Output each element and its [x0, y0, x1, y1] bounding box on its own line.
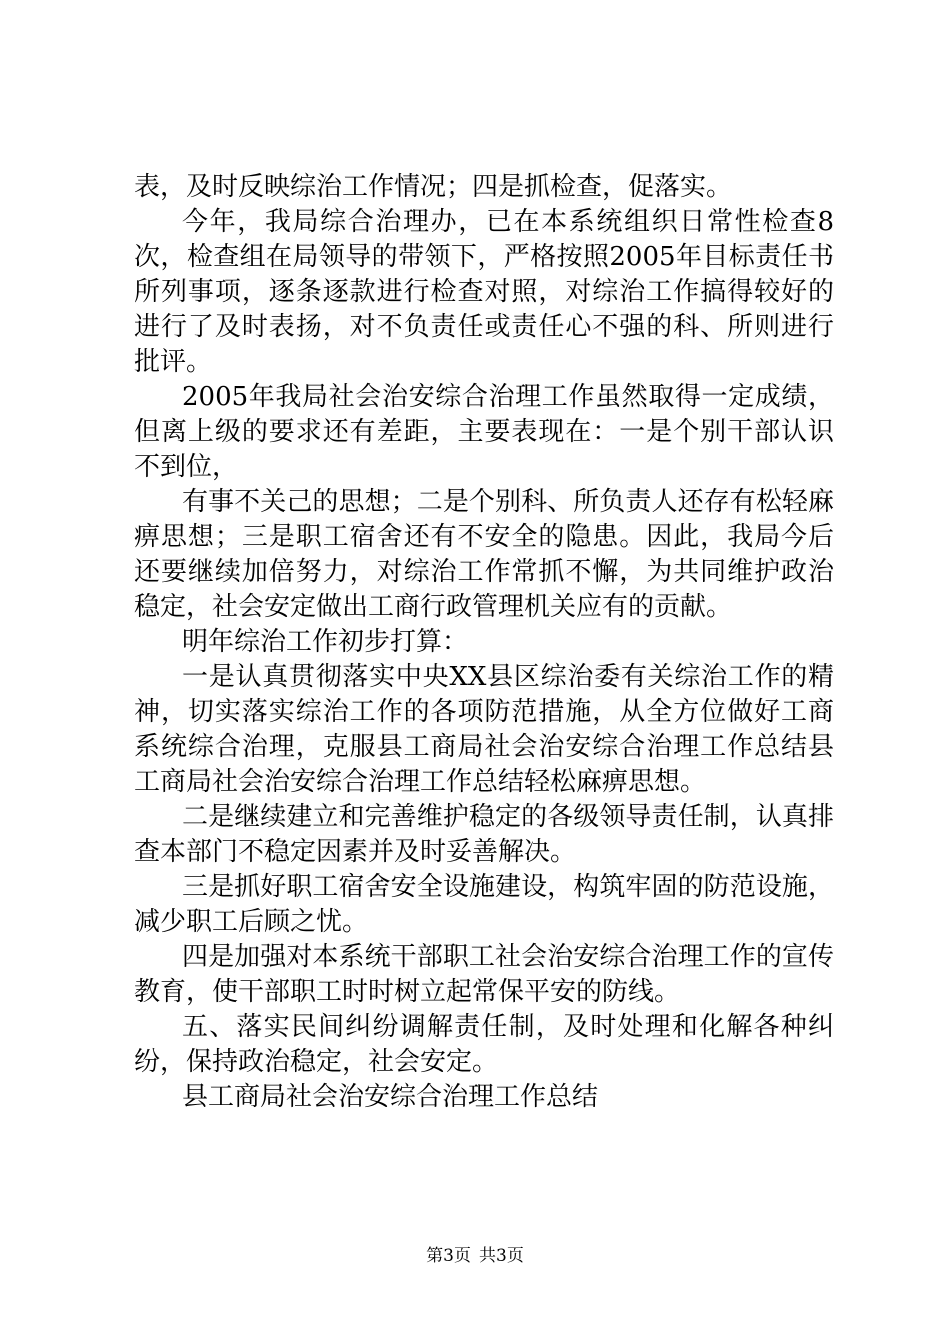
paragraph-plan-item-2: 二是继续建立和完善维护稳定的各级领导责任制，认真排查本部门不稳定因素并及时妥善解决。	[134, 802, 834, 867]
paragraph-inspection: 今年，我局综合治理办，已在本系统组织日常性检查8次，检查组在局领导的带领下，严格按照2005年目标责任书所列事项，逐条逐款进行检查对照，对综治工作搞得较好的进行了及时表扬，对不负责任或责任心不强的科、所则进行批评。	[134, 207, 834, 377]
page-total: 共3页	[479, 1246, 524, 1266]
document-body	[134, 170, 834, 1115]
paragraph-closing-title: 县工商局社会治安综合治理工作总结	[182, 1082, 599, 1112]
paragraph-shortcomings: 有事不关己的思想；二是个别科、所负责人还存有松轻麻痹思想；三是职工宿舍还有不安全的隐患。因此，我局今后还要继续加倍努力，对综治工作常抓不懈，为共同维护政治稳定，社会安定做出工商行政管理机关应有的贡献。	[134, 487, 834, 622]
paragraph-next-year-plan-heading: 明年综治工作初步打算：	[182, 627, 469, 657]
paragraph-achievements: 2005年我局社会治安综合治理工作虽然取得一定成绩，但离上级的要求还有差距，主要表现在：一是个别干部认识不到位，	[134, 382, 834, 482]
page-footer	[0, 1245, 950, 1267]
paragraph-plan-item-3: 三是抓好职工宿舍安全设施建设，构筑牢固的防范设施，减少职工后顾之忧。	[134, 872, 834, 937]
paragraph-plan-item-5: 五、落实民间纠纷调解责任制，及时处理和化解各种纠纷，保持政治稳定，社会安定。	[134, 1012, 834, 1077]
paragraph-continuation: 表，及时反映综治工作情况；四是抓检查，促落实。	[134, 172, 733, 202]
page-number: 第3页	[426, 1246, 471, 1266]
paragraph-plan-item-1: 一是认真贯彻落实中央XX县区综治委有关综治工作的精神，切实落实综治工作的各项防范措施，从全方位做好工商系统综合治理，克服县工商局社会治安综合治理工作总结县工商局社会治安综合治理工作总结轻松麻痹思想。	[134, 662, 834, 797]
paragraph-plan-item-4: 四是加强对本系统干部职工社会治安综合治理工作的宣传教育，使干部职工时时树立起常保平安的防线。	[134, 942, 834, 1007]
